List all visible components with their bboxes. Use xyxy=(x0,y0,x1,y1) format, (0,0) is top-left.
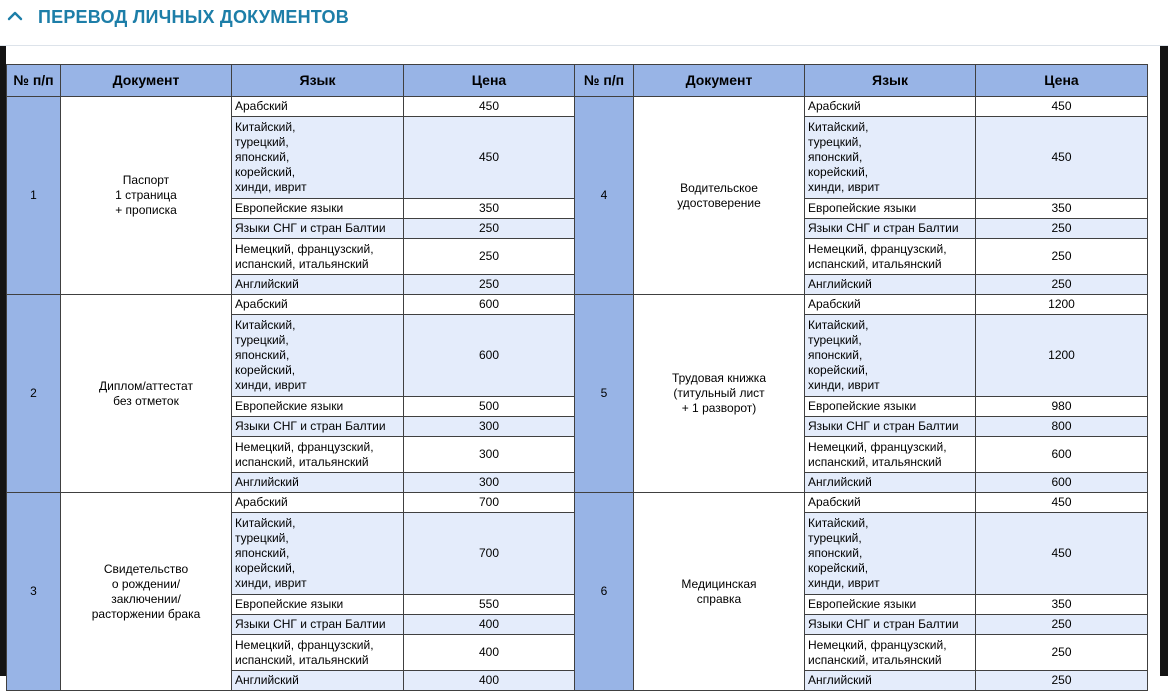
price-cell: 400 xyxy=(404,635,575,671)
header-language: Язык xyxy=(805,65,976,97)
row-number: 4 xyxy=(575,97,634,295)
price-cell: 350 xyxy=(404,199,575,219)
language-cell: Английский xyxy=(805,473,976,493)
row-number: 3 xyxy=(7,493,61,691)
document-name: Паспорт 1 страница + прописка xyxy=(61,97,232,295)
section-header[interactable] xyxy=(0,0,1168,46)
document-name: Медицинская справка xyxy=(634,493,805,691)
table-row xyxy=(7,97,1148,117)
price-cell: 600 xyxy=(976,473,1148,493)
table-header-row xyxy=(7,65,1148,97)
price-cell: 1200 xyxy=(976,295,1148,315)
price-cell: 300 xyxy=(404,417,575,437)
price-table-container xyxy=(6,64,1147,687)
price-cell: 300 xyxy=(404,473,575,493)
price-cell: 550 xyxy=(404,595,575,615)
price-cell: 250 xyxy=(976,239,1148,275)
price-cell: 450 xyxy=(976,97,1148,117)
header-language: Язык xyxy=(232,65,404,97)
language-cell: Китайский, турецкий, японский, корейский, хинди, иврит xyxy=(232,513,404,595)
language-cell: Немецкий, французский, испанский, итальянский xyxy=(805,239,976,275)
price-cell: 450 xyxy=(404,97,575,117)
language-cell: Арабский xyxy=(232,295,404,315)
header-document: Документ xyxy=(61,65,232,97)
language-cell: Китайский, турецкий, японский, корейский, хинди, иврит xyxy=(232,117,404,199)
header-document: Документ xyxy=(634,65,805,97)
language-cell: Арабский xyxy=(805,493,976,513)
language-cell: Языки СНГ и стран Балтии xyxy=(232,417,404,437)
document-name: Свидетельство о рождении/ заключении/ расторжении брака xyxy=(61,493,232,691)
price-cell: 250 xyxy=(976,671,1148,691)
table-row xyxy=(7,295,1148,315)
language-cell: Немецкий, французский, испанский, итальянский xyxy=(805,635,976,671)
language-cell: Европейские языки xyxy=(232,397,404,417)
language-cell: Китайский, турецкий, японский, корейский, хинди, иврит xyxy=(805,117,976,199)
row-number: 1 xyxy=(7,97,61,295)
right-edge-shadow xyxy=(1160,46,1168,676)
language-cell: Европейские языки xyxy=(805,397,976,417)
language-cell: Языки СНГ и стран Балтии xyxy=(805,219,976,239)
language-cell: Арабский xyxy=(232,97,404,117)
language-cell: Английский xyxy=(232,473,404,493)
price-cell: 250 xyxy=(404,219,575,239)
price-cell: 700 xyxy=(404,493,575,513)
language-cell: Языки СНГ и стран Балтии xyxy=(805,615,976,635)
price-cell: 600 xyxy=(976,437,1148,473)
language-cell: Немецкий, французский, испанский, итальянский xyxy=(232,437,404,473)
price-cell: 500 xyxy=(404,397,575,417)
language-cell: Немецкий, французский, испанский, итальянский xyxy=(232,239,404,275)
language-cell: Английский xyxy=(232,671,404,691)
language-cell: Арабский xyxy=(232,493,404,513)
language-cell: Арабский xyxy=(805,97,976,117)
language-cell: Китайский, турецкий, японский, корейский, хинди, иврит xyxy=(805,315,976,397)
price-cell: 700 xyxy=(404,513,575,595)
price-cell: 400 xyxy=(404,671,575,691)
price-cell: 600 xyxy=(404,315,575,397)
document-name: Диплом/аттестат без отметок xyxy=(61,295,232,493)
language-cell: Английский xyxy=(805,275,976,295)
price-cell: 250 xyxy=(976,615,1148,635)
price-cell: 600 xyxy=(404,295,575,315)
language-cell: Английский xyxy=(805,671,976,691)
document-name: Трудовая книжка (титульный лист + 1 разворот) xyxy=(634,295,805,493)
language-cell: Китайский, турецкий, японский, корейский, хинди, иврит xyxy=(805,513,976,595)
price-table xyxy=(6,64,1148,691)
language-cell: Европейские языки xyxy=(805,199,976,219)
header-num: № п/п xyxy=(575,65,634,97)
language-cell: Английский xyxy=(232,275,404,295)
price-cell: 350 xyxy=(976,595,1148,615)
language-cell: Европейские языки xyxy=(232,595,404,615)
document-name: Водительское удостоверение xyxy=(634,97,805,295)
language-cell: Языки СНГ и стран Балтии xyxy=(232,219,404,239)
language-cell: Немецкий, французский, испанский, итальянский xyxy=(232,635,404,671)
language-cell: Языки СНГ и стран Балтии xyxy=(805,417,976,437)
language-cell: Китайский, турецкий, японский, корейский, хинди, иврит xyxy=(232,315,404,397)
price-cell: 450 xyxy=(976,513,1148,595)
price-cell: 300 xyxy=(404,437,575,473)
header-price: Цена xyxy=(976,65,1148,97)
price-cell: 980 xyxy=(976,397,1148,417)
section-title: ПЕРЕВОД ЛИЧНЫХ ДОКУМЕНТОВ xyxy=(38,7,349,27)
price-cell: 250 xyxy=(404,275,575,295)
price-cell: 250 xyxy=(976,635,1148,671)
price-cell: 1200 xyxy=(976,315,1148,397)
price-cell: 250 xyxy=(976,219,1148,239)
price-cell: 250 xyxy=(976,275,1148,295)
price-cell: 450 xyxy=(976,117,1148,199)
chevron-up-icon[interactable] xyxy=(6,7,24,25)
header-num: № п/п xyxy=(7,65,61,97)
language-cell: Немецкий, французский, испанский, итальянский xyxy=(805,437,976,473)
language-cell: Арабский xyxy=(805,295,976,315)
header-price: Цена xyxy=(404,65,575,97)
price-cell: 450 xyxy=(976,493,1148,513)
language-cell: Европейские языки xyxy=(232,199,404,219)
language-cell: Языки СНГ и стран Балтии xyxy=(232,615,404,635)
row-number: 6 xyxy=(575,493,634,691)
price-cell: 400 xyxy=(404,615,575,635)
row-number: 5 xyxy=(575,295,634,493)
price-cell: 250 xyxy=(404,239,575,275)
price-cell: 350 xyxy=(976,199,1148,219)
price-cell: 800 xyxy=(976,417,1148,437)
row-number: 2 xyxy=(7,295,61,493)
price-cell: 450 xyxy=(404,117,575,199)
table-row xyxy=(7,493,1148,513)
language-cell: Европейские языки xyxy=(805,595,976,615)
